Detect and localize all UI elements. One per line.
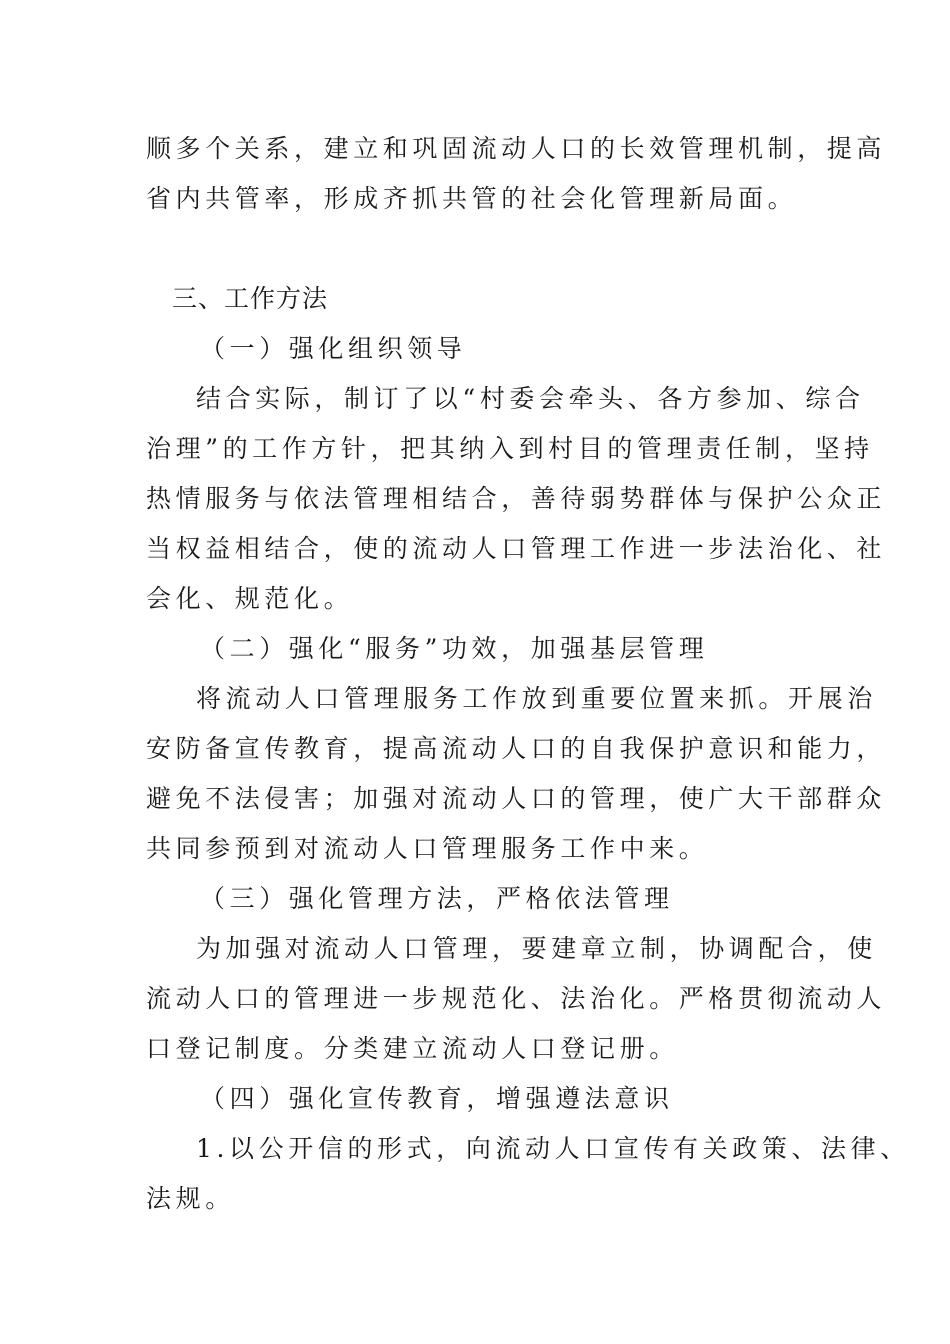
paragraph-line: 流动人口的管理进一步规范化、法治化。严格贯彻流动人 (146, 984, 887, 1013)
paragraph-line: 为加强对流动人口管理，要建章立制，协调配合，使 (196, 934, 877, 963)
subsection-heading: （一）强化组织领导 (200, 334, 467, 363)
paragraph-line: 结合实际，制订了以“村委会牵头、各方参加、综合 (196, 384, 865, 413)
paragraph-line: 将流动人口管理服务工作放到重要位置来抓。开展治 (196, 684, 877, 713)
paragraph-line: 顺多个关系，建立和巩固流动人口的长效管理机制，提高 (146, 134, 887, 163)
paragraph-line: 避免不法侵害；加强对流动人口的管理，使广大干部群众 (146, 784, 887, 813)
subsection-heading: （二）强化“服务”功效，加强基层管理 (200, 634, 709, 663)
paragraph-line: 省内共管率，形成齐抓共管的社会化管理新局面。 (146, 184, 798, 213)
subsection-heading: （四）强化宣传教育，增强遵法意识 (200, 1084, 674, 1113)
list-item: 1.以公开信的形式，向流动人口宣传有关政策、法律、 (196, 1134, 910, 1163)
subsection-heading: （三）强化管理方法，严格依法管理 (200, 884, 674, 913)
paragraph-line: 口登记制度。分类建立流动人口登记册。 (146, 1034, 679, 1063)
paragraph-line: 热情服务与依法管理相结合，善待弱势群体与保护公众正 (146, 484, 887, 513)
paragraph-line: 安防备宣传教育，提高流动人口的自我保护意识和能力， (146, 734, 887, 763)
section-heading: 三、工作方法 (172, 284, 329, 313)
paragraph-line: 共同参预到对流动人口管理服务工作中来。 (146, 834, 709, 863)
paragraph-line: 治理”的工作方针，把其纳入到村目的管理责任制，坚持 (146, 434, 874, 463)
paragraph-line: 当权益相结合，使的流动人口管理工作进一步法治化、社 (146, 534, 887, 563)
paragraph-line: 会化、规范化。 (146, 584, 354, 613)
paragraph-line: 法规。 (146, 1184, 235, 1213)
